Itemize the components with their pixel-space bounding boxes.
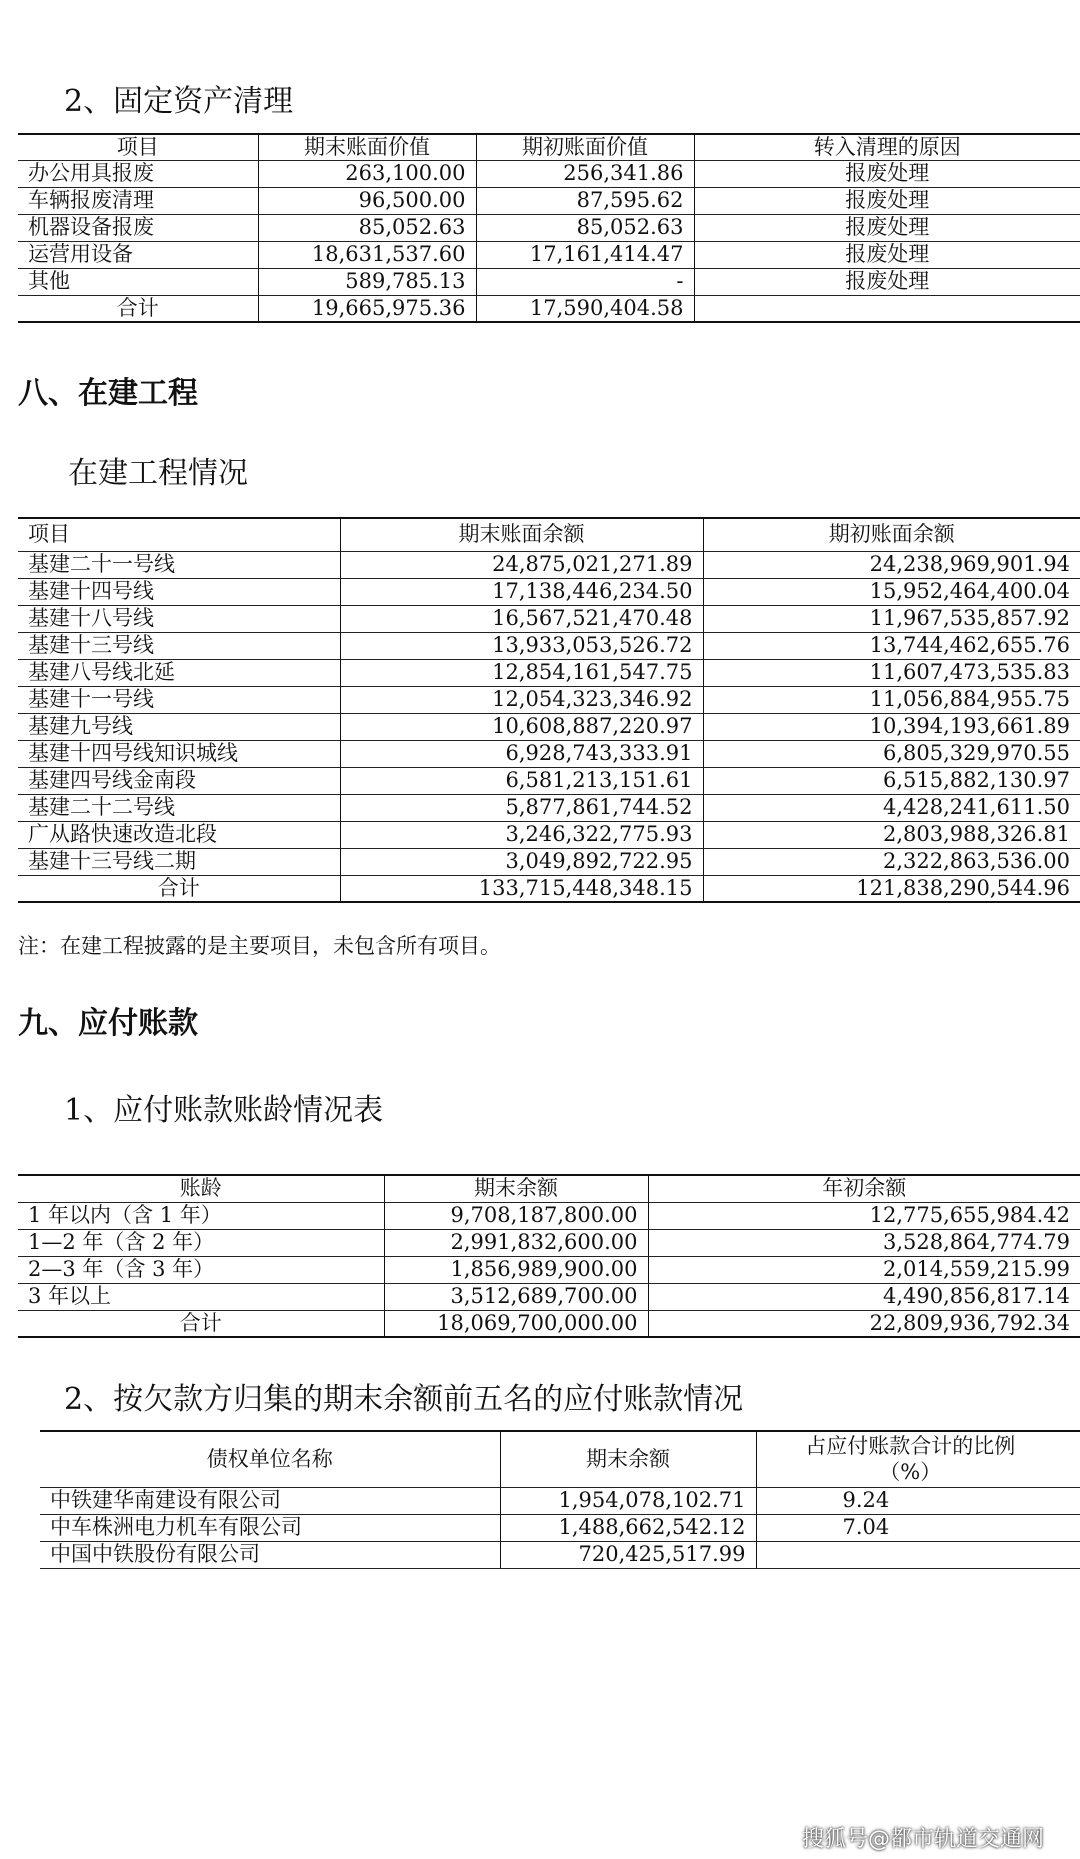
cell-end-balance: 9,708,187,800.00 bbox=[384, 1202, 648, 1229]
cell-end-balance: 720,425,517.99 bbox=[500, 1541, 756, 1568]
table-row bbox=[18, 551, 1080, 578]
cell-end-balance: 16,567,521,470.48 bbox=[340, 605, 703, 632]
table-row bbox=[18, 686, 1080, 713]
cell-ratio bbox=[756, 1541, 1080, 1568]
table-row bbox=[18, 659, 1080, 686]
col-header: 期初账面价值 bbox=[476, 134, 694, 160]
cell-begin-balance: 12,775,655,984.42 bbox=[648, 1202, 1080, 1229]
cell-begin-balance: 4,428,241,611.50 bbox=[703, 794, 1080, 821]
col-header: 期末账面余额 bbox=[340, 518, 703, 551]
table-row bbox=[18, 214, 1080, 241]
cell-begin-balance: 11,607,473,535.83 bbox=[703, 659, 1080, 686]
cell-item: 车辆报废清理 bbox=[18, 187, 258, 214]
cell-item: 运营用设备 bbox=[18, 241, 258, 268]
cell-begin-value: - bbox=[476, 268, 694, 295]
watermark: 搜狐号@都市轨道交通网 bbox=[801, 1827, 1044, 1852]
cell-creditor: 中车株洲电力机车有限公司 bbox=[40, 1514, 500, 1541]
cell-begin-balance: 2,803,988,326.81 bbox=[703, 821, 1080, 848]
cell-end-value: 589,785.13 bbox=[258, 268, 476, 295]
cell-end-balance: 3,246,322,775.93 bbox=[340, 821, 703, 848]
cell-total-label: 合计 bbox=[18, 295, 258, 322]
cell-begin-balance: 24,238,969,901.94 bbox=[703, 551, 1080, 578]
cell-item: 办公用具报废 bbox=[18, 160, 258, 187]
table-row bbox=[18, 160, 1080, 187]
cell-begin-balance: 3,528,864,774.79 bbox=[648, 1229, 1080, 1256]
table-row bbox=[18, 605, 1080, 632]
cell-end-balance: 24,875,021,271.89 bbox=[340, 551, 703, 578]
cell-end-balance: 6,928,743,333.91 bbox=[340, 740, 703, 767]
cell-end-value: 96,500.00 bbox=[258, 187, 476, 214]
col-header: 项目 bbox=[18, 518, 340, 551]
cell-end-balance: 12,054,323,346.92 bbox=[340, 686, 703, 713]
col-header: 期末余额 bbox=[384, 1175, 648, 1202]
cell-creditor: 中铁建华南建设有限公司 bbox=[40, 1487, 500, 1514]
cell-item: 基建十三号线二期 bbox=[18, 848, 340, 875]
table-row bbox=[18, 794, 1080, 821]
col-header: 债权单位名称 bbox=[40, 1431, 500, 1487]
cell-reason: 报废处理 bbox=[694, 187, 1080, 214]
cell-ratio: 9.24 bbox=[756, 1487, 1080, 1514]
payables-heading: 九、应付账款 bbox=[18, 1006, 198, 1041]
cell-total-end: 19,665,975.36 bbox=[258, 295, 476, 322]
total-row bbox=[18, 295, 1080, 322]
table-row bbox=[18, 848, 1080, 875]
cell-end-value: 85,052.63 bbox=[258, 214, 476, 241]
cell-reason: 报废处理 bbox=[694, 160, 1080, 187]
cell-begin-balance: 2,014,559,215.99 bbox=[648, 1256, 1080, 1283]
cell-end-balance: 6,581,213,151.61 bbox=[340, 767, 703, 794]
cell-end-balance: 3,049,892,722.95 bbox=[340, 848, 703, 875]
cell-item: 基建八号线北延 bbox=[18, 659, 340, 686]
cell-item: 基建四号线金南段 bbox=[18, 767, 340, 794]
top5-table bbox=[40, 1430, 1080, 1569]
table-row bbox=[18, 740, 1080, 767]
aging-table bbox=[18, 1174, 1080, 1338]
col-header: 占应付账款合计的比例（%） bbox=[756, 1431, 1080, 1487]
cell-item: 基建十四号线 bbox=[18, 578, 340, 605]
cell-item: 机器设备报废 bbox=[18, 214, 258, 241]
table-header-row bbox=[18, 518, 1080, 551]
total-row bbox=[18, 875, 1080, 902]
total-row bbox=[18, 1310, 1080, 1337]
fixed-asset-title: 2、固定资产清理 bbox=[64, 84, 294, 119]
cell-total-begin: 22,809,936,792.34 bbox=[648, 1310, 1080, 1337]
cell-total-begin: 17,590,404.58 bbox=[476, 295, 694, 322]
cell-end-balance: 1,856,989,900.00 bbox=[384, 1256, 648, 1283]
col-header: 期末账面价值 bbox=[258, 134, 476, 160]
cell-end-balance: 12,854,161,547.75 bbox=[340, 659, 703, 686]
aging-title: 1、应付账款账龄情况表 bbox=[64, 1093, 384, 1128]
cell-item: 基建二十一号线 bbox=[18, 551, 340, 578]
table-row bbox=[40, 1541, 1080, 1568]
cell-total-end: 18,069,700,000.00 bbox=[384, 1310, 648, 1337]
cell-end-value: 263,100.00 bbox=[258, 160, 476, 187]
fixed-asset-table bbox=[18, 133, 1080, 323]
cell-end-balance: 1,954,078,102.71 bbox=[500, 1487, 756, 1514]
cell-age: 1 年以内（含 1 年） bbox=[18, 1202, 384, 1229]
cell-end-value: 18,631,537.60 bbox=[258, 241, 476, 268]
col-header: 账龄 bbox=[18, 1175, 384, 1202]
construction-table bbox=[18, 517, 1080, 903]
cell-item: 其他 bbox=[18, 268, 258, 295]
cell-age: 3 年以上 bbox=[18, 1283, 384, 1310]
cell-reason: 报废处理 bbox=[694, 241, 1080, 268]
cell-end-balance: 13,933,053,526.72 bbox=[340, 632, 703, 659]
cell-ratio: 7.04 bbox=[756, 1514, 1080, 1541]
cell-reason: 报废处理 bbox=[694, 214, 1080, 241]
cell-end-balance: 3,512,689,700.00 bbox=[384, 1283, 648, 1310]
table-row bbox=[18, 767, 1080, 794]
cell-total-label: 合计 bbox=[18, 1310, 384, 1337]
cell-creditor: 中国中铁股份有限公司 bbox=[40, 1541, 500, 1568]
cell-total-label: 合计 bbox=[18, 875, 340, 902]
top5-title: 2、按欠款方归集的期末余额前五名的应付账款情况 bbox=[64, 1382, 744, 1417]
cell-end-balance: 5,877,861,744.52 bbox=[340, 794, 703, 821]
col-header: 期末余额 bbox=[500, 1431, 756, 1487]
table-row bbox=[18, 1283, 1080, 1310]
cell-begin-balance: 13,744,462,655.76 bbox=[703, 632, 1080, 659]
table-header-row bbox=[18, 1175, 1080, 1202]
table-row bbox=[18, 187, 1080, 214]
construction-heading: 八、在建工程 bbox=[18, 376, 198, 411]
cell-item: 基建九号线 bbox=[18, 713, 340, 740]
table-header-row bbox=[40, 1431, 1080, 1487]
cell-total-begin: 121,838,290,544.96 bbox=[703, 875, 1080, 902]
cell-begin-value: 85,052.63 bbox=[476, 214, 694, 241]
cell-end-balance: 2,991,832,600.00 bbox=[384, 1229, 648, 1256]
table-header-row bbox=[18, 134, 1080, 160]
cell-item: 基建十四号线知识城线 bbox=[18, 740, 340, 767]
cell-begin-balance: 4,490,856,817.14 bbox=[648, 1283, 1080, 1310]
table-row bbox=[18, 821, 1080, 848]
cell-begin-balance: 2,322,863,536.00 bbox=[703, 848, 1080, 875]
col-header: 项目 bbox=[18, 134, 258, 160]
table-row bbox=[18, 1229, 1080, 1256]
table-row bbox=[18, 1202, 1080, 1229]
cell-reason: 报废处理 bbox=[694, 268, 1080, 295]
cell-begin-balance: 11,056,884,955.75 bbox=[703, 686, 1080, 713]
cell-item: 基建十三号线 bbox=[18, 632, 340, 659]
cell-begin-balance: 6,515,882,130.97 bbox=[703, 767, 1080, 794]
cell-item: 基建十一号线 bbox=[18, 686, 340, 713]
construction-subheading: 在建工程情况 bbox=[68, 456, 248, 491]
cell-begin-balance: 11,967,535,857.92 bbox=[703, 605, 1080, 632]
table-row bbox=[40, 1487, 1080, 1514]
cell-total-reason bbox=[694, 295, 1080, 322]
col-header: 期初账面余额 bbox=[703, 518, 1080, 551]
cell-total-end: 133,715,448,348.15 bbox=[340, 875, 703, 902]
col-header: 年初余额 bbox=[648, 1175, 1080, 1202]
cell-begin-balance: 10,394,193,661.89 bbox=[703, 713, 1080, 740]
construction-note: 注：在建工程披露的是主要项目，未包含所有项目。 bbox=[18, 934, 501, 958]
cell-begin-value: 17,161,414.47 bbox=[476, 241, 694, 268]
cell-end-balance: 17,138,446,234.50 bbox=[340, 578, 703, 605]
col-header: 转入清理的原因 bbox=[694, 134, 1080, 160]
cell-begin-balance: 6,805,329,970.55 bbox=[703, 740, 1080, 767]
table-row bbox=[40, 1514, 1080, 1541]
cell-item: 基建二十二号线 bbox=[18, 794, 340, 821]
table-row bbox=[18, 268, 1080, 295]
table-row bbox=[18, 578, 1080, 605]
cell-end-balance: 1,488,662,542.12 bbox=[500, 1514, 756, 1541]
cell-end-balance: 10,608,887,220.97 bbox=[340, 713, 703, 740]
table-row bbox=[18, 241, 1080, 268]
table-row bbox=[18, 632, 1080, 659]
cell-age: 1—2 年（含 2 年） bbox=[18, 1229, 384, 1256]
cell-begin-value: 87,595.62 bbox=[476, 187, 694, 214]
table-row bbox=[18, 1256, 1080, 1283]
cell-begin-value: 256,341.86 bbox=[476, 160, 694, 187]
cell-item: 广从路快速改造北段 bbox=[18, 821, 340, 848]
cell-age: 2—3 年（含 3 年） bbox=[18, 1256, 384, 1283]
cell-item: 基建十八号线 bbox=[18, 605, 340, 632]
cell-begin-balance: 15,952,464,400.04 bbox=[703, 578, 1080, 605]
table-row bbox=[18, 713, 1080, 740]
